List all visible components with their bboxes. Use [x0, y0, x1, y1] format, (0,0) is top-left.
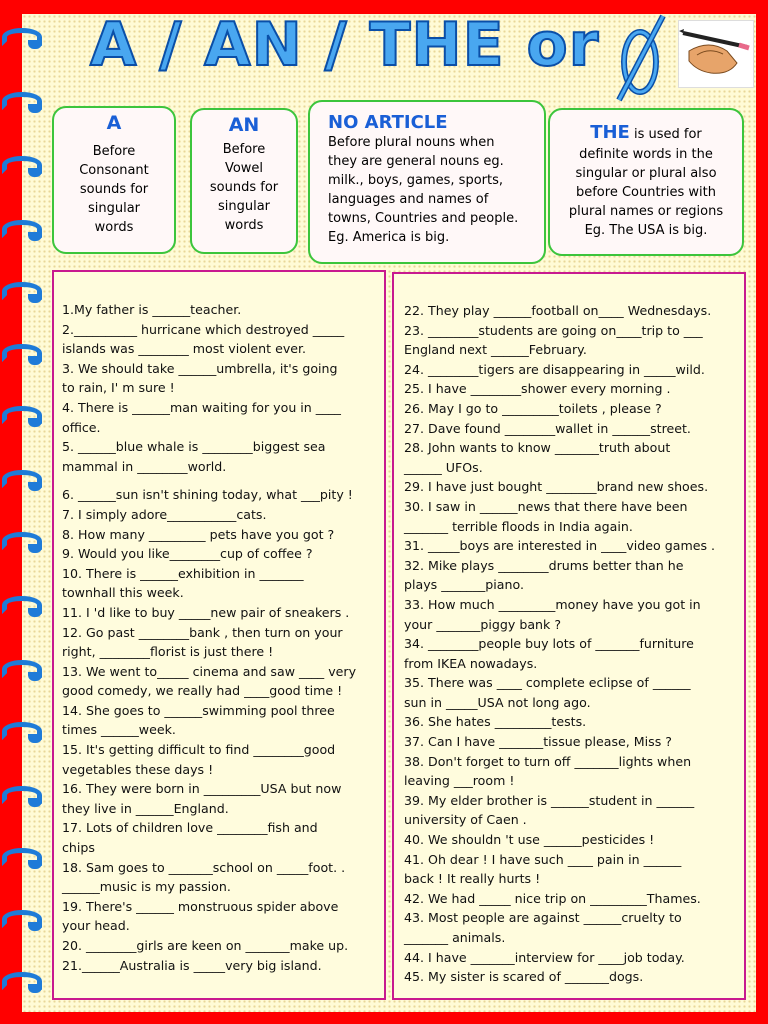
exercise-line: 12. Go past ________bank , then turn on your: [62, 624, 343, 640]
exercise-line: 3. We should take ______umbrella, it's going: [62, 360, 338, 376]
exercise-line: university of Caen .: [404, 812, 527, 828]
rule-heading: A: [106, 112, 122, 134]
exercise-line: 13. We went to_____ cinema and saw ____ very: [62, 663, 357, 679]
exercise-line: back ! It really hurts !: [404, 871, 541, 887]
spacer: [62, 476, 378, 485]
exercise-line: 35. There was ____ complete eclipse of ______: [404, 675, 691, 691]
exercise-line: 31. _____boys are interested in ____video games .: [404, 538, 716, 554]
exercise-line: 15. It's getting difficult to find ________good: [62, 742, 336, 758]
exercise-line: they live in ______England.: [62, 800, 229, 816]
exercise-line: _______ animals.: [404, 930, 506, 945]
exercise-line: 14. She goes to ______swimming pool three: [62, 702, 335, 718]
exercise-line: 20. ________girls are keen on _______make up.: [62, 938, 349, 953]
exercise-line: 18. Sam goes to _______school on _____foot. .: [62, 859, 346, 875]
exercise-line: 43. Most people are against ______cruelty to: [404, 910, 682, 926]
exercise-line: plays _______piano.: [404, 577, 524, 593]
exercise-line: 5. ______blue whale is ________biggest sea: [62, 439, 326, 455]
spiral-ring: [2, 660, 48, 682]
exercise-panel-left: [52, 270, 386, 1000]
spiral-ring: [2, 596, 48, 618]
exercise-line: 41. Oh dear ! I have such ____ pain in ______: [404, 851, 682, 867]
exercise-line: ______music is my passion.: [62, 879, 231, 895]
exercise-line: 10. There is ______exhibition in _______: [62, 565, 304, 581]
exercise-line: 19. There's ______ monstruous spider above: [62, 898, 339, 914]
exercise-line: townhall this week.: [62, 585, 184, 601]
exercise-line: good comedy, we really had ____good time !: [62, 683, 343, 699]
exercise-line: 7. I simply adore___________cats.: [62, 506, 267, 522]
rule-box-the: [548, 108, 744, 256]
rule-heading: NO ARTICLE: [328, 112, 448, 133]
rule-description: Before Consonant sounds for singular words: [79, 144, 149, 235]
exercise-line: 33. How much _________money have you got in: [404, 596, 701, 612]
page-title: [90, 10, 610, 90]
exercise-line: vegetables these days !: [62, 761, 214, 777]
spiral-ring: [2, 282, 48, 304]
null-article-symbol: [605, 12, 675, 102]
rule-heading: AN: [228, 114, 260, 136]
exercise-line: 26. May I go to _________toilets , please ?: [404, 400, 662, 416]
exercise-line: chips: [62, 840, 95, 856]
exercise-line: 17. Lots of children love ________fish and: [62, 820, 318, 836]
exercise-line: 29. I have just bought ________brand new shoes.: [404, 479, 709, 495]
spiral-ring: [2, 972, 48, 994]
spiral-ring: [2, 28, 48, 50]
spiral-ring: [2, 156, 48, 178]
exercise-line: 30. I saw in ______news that there have been: [404, 498, 688, 514]
spiral-ring: [2, 92, 48, 114]
title-text: A / AN / THE or: [90, 10, 600, 80]
exercise-line: 2.__________ hurricane which destroyed _____: [62, 321, 345, 337]
exercise-line: islands was ________ most violent ever.: [62, 341, 307, 357]
spiral-ring: [2, 470, 48, 492]
exercise-line: times ______week.: [62, 722, 176, 738]
exercise-line: 32. Mike plays ________drums better than he: [404, 557, 684, 573]
spiral-ring: [2, 848, 48, 870]
exercise-line: mammal in ________world.: [62, 458, 227, 474]
exercise-line: 4. There is ______man waiting for you in ____: [62, 399, 341, 415]
exercise-line: 8. How many _________ pets have you got ?: [62, 526, 335, 542]
exercise-panel-right: [392, 272, 746, 1000]
exercise-line: 6. ______sun isn't shining today, what ___pity !: [62, 487, 353, 503]
exercise-line: 42. We had _____ nice trip on _________Thames.: [404, 890, 701, 906]
spiral-ring: [2, 532, 48, 554]
rule-description: Before plural nouns when they are general nouns eg. milk., boys, games, sports, languages and names of towns, Countries and people. Eg. America is big.: [328, 135, 519, 245]
spiral-ring: [2, 722, 48, 744]
exercise-line: office.: [62, 419, 101, 435]
exercise-line: your head.: [62, 918, 130, 934]
rule-box-a: [52, 106, 176, 254]
spiral-ring: [2, 910, 48, 932]
exercise-line: 24. ________tigers are disappearing in _____wild.: [404, 361, 705, 377]
exercise-line: 38. Don't forget to turn off _______lights when: [404, 753, 692, 769]
exercise-line: _______ terrible floods in India again.: [404, 518, 633, 534]
exercise-line: sun in _____USA not long ago.: [404, 694, 591, 710]
exercise-line: ______ UFOs.: [404, 459, 483, 475]
exercise-line: 23. ________students are going on____trip to ___: [404, 322, 703, 338]
hand-writing-icon: [678, 20, 754, 88]
spiral-ring: [2, 344, 48, 366]
rule-box-no-article: [308, 100, 546, 264]
exercise-line: 16. They were born in _________USA but now: [62, 781, 342, 797]
rule-heading-line: [550, 122, 742, 143]
exercise-line: from IKEA nowadays.: [404, 655, 538, 671]
exercise-line: 11. I 'd like to buy _____new pair of sneakers .: [62, 604, 350, 620]
exercise-line: 44. I have _______interview for ____job today.: [404, 949, 685, 965]
rule-heading-suffix: is used for: [629, 127, 702, 142]
exercise-line: leaving ___room !: [404, 773, 515, 789]
exercise-line: 1.My father is ______teacher.: [62, 302, 242, 317]
exercise-line: 34. ________people buy lots of _______furniture: [404, 636, 694, 652]
exercise-line: 21.______Australia is _____very big island.: [62, 957, 322, 973]
exercise-line: right, ________florist is just there !: [62, 644, 274, 660]
rule-box-an: [190, 108, 298, 254]
exercise-line: to rain, I' m sure !: [62, 380, 175, 396]
exercise-line: England next ______February.: [404, 342, 587, 358]
rule-description: Before Vowel sounds for singular words: [209, 142, 279, 233]
spiral-ring: [2, 786, 48, 808]
exercise-line: 27. Dave found ________wallet in ______street.: [404, 420, 691, 436]
exercise-line: your _______piggy bank ?: [404, 616, 562, 632]
exercise-line: 9. Would you like________cup of coffee ?: [62, 546, 313, 562]
exercise-line: 28. John wants to know _______truth about: [404, 440, 671, 456]
exercise-line: 45. My sister is scared of _______dogs.: [404, 969, 644, 985]
exercise-line: 37. Can I have _______tissue please, Miss ?: [404, 734, 672, 750]
exercise-line: 36. She hates _________tests.: [404, 714, 587, 730]
spiral-ring: [2, 406, 48, 428]
exercise-line: 25. I have ________shower every morning .: [404, 381, 671, 397]
exercise-line: 40. We shouldn 't use ______pesticides !: [404, 832, 655, 848]
rule-description: definite words in the singular or plural also before Countries with plural names or regions Eg. The USA is big.: [568, 147, 724, 238]
spiral-ring: [2, 220, 48, 242]
rule-heading: THE: [590, 122, 630, 143]
exercise-line: 22. They play ______football on____ Wednesdays.: [404, 303, 712, 318]
exercise-line: 39. My elder brother is ______student in ______: [404, 792, 695, 808]
